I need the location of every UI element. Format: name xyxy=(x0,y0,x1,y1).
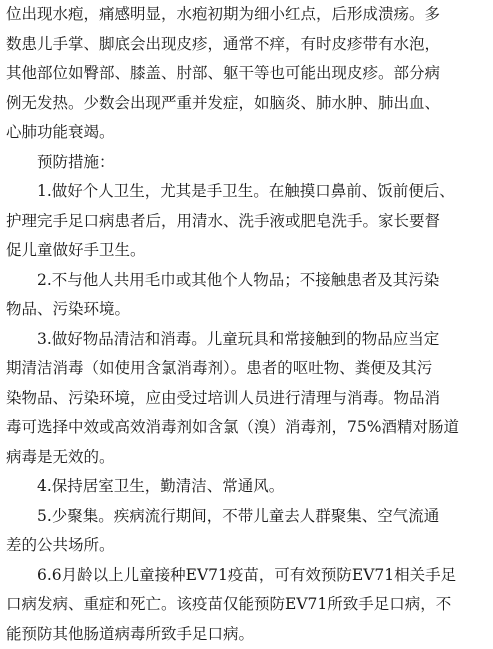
paragraph-symptoms xyxy=(6,0,490,148)
prevention-item-5 xyxy=(6,502,490,561)
text-line: 口病发病、重症和死亡。该疫苗仅能预防EV71所致手足口病，不 xyxy=(6,590,490,620)
text-line: 5.少聚集。疾病流行期间，不带儿童去人群聚集、空气流通 xyxy=(6,502,490,532)
prevention-item-4 xyxy=(6,472,490,502)
text-line: 护理完手足口病患者后，用清水、洗手液或肥皂洗手。家长要督 xyxy=(6,207,490,237)
text-line: 病毒是无效的。 xyxy=(6,443,490,473)
text-line: 例无发热。少数会出现严重并发症，如脑炎、肺水肿、肺出血、 xyxy=(6,89,490,119)
section-heading-prevention xyxy=(6,148,490,178)
text-line: 1.做好个人卫生，尤其是手卫生。在触摸口鼻前、饭前便后、 xyxy=(6,177,490,207)
text-line: 心肺功能衰竭。 xyxy=(6,118,490,148)
text-line: 2.不与他人共用毛巾或其他个人物品；不接触患者及其污染 xyxy=(6,266,490,296)
text-line: 促儿童做好手卫生。 xyxy=(6,236,490,266)
document-body xyxy=(6,0,490,649)
text-line: 期清洁消毒（如使用含氯消毒剂）。患者的呕吐物、粪便及其污 xyxy=(6,354,490,384)
text-line: 6.6月龄以上儿童接种EV71疫苗，可有效预防EV71相关手足 xyxy=(6,561,490,591)
text-line: 其他部位如臀部、膝盖、肘部、躯干等也可能出现皮疹。部分病 xyxy=(6,59,490,89)
text-line: 差的公共场所。 xyxy=(6,531,490,561)
heading-line: 预防措施： xyxy=(6,148,490,178)
text-line: 物品、污染环境。 xyxy=(6,295,490,325)
text-line: 3.做好物品清洁和消毒。儿童玩具和常接触到的物品应当定 xyxy=(6,325,490,355)
text-line: 能预防其他肠道病毒所致手足口病。 xyxy=(6,620,490,649)
prevention-item-3 xyxy=(6,325,490,473)
text-line: 位出现水疱，痛感明显，水疱初期为细小红点，后形成溃疡。多 xyxy=(6,0,490,30)
prevention-item-6 xyxy=(6,561,490,649)
prevention-item-2 xyxy=(6,266,490,325)
text-line: 4.保持居室卫生，勤清洁、常通风。 xyxy=(6,472,490,502)
text-line: 数患儿手掌、脚底会出现皮疹，通常不痒，有时皮疹带有水泡， xyxy=(6,30,490,60)
prevention-item-1 xyxy=(6,177,490,266)
text-line: 染物品、污染环境，应由受过培训人员进行清理与消毒。物品消 xyxy=(6,384,490,414)
text-line: 毒可选择中效或高效消毒剂如含氯（溴）消毒剂，75%酒精对肠道 xyxy=(6,413,490,443)
